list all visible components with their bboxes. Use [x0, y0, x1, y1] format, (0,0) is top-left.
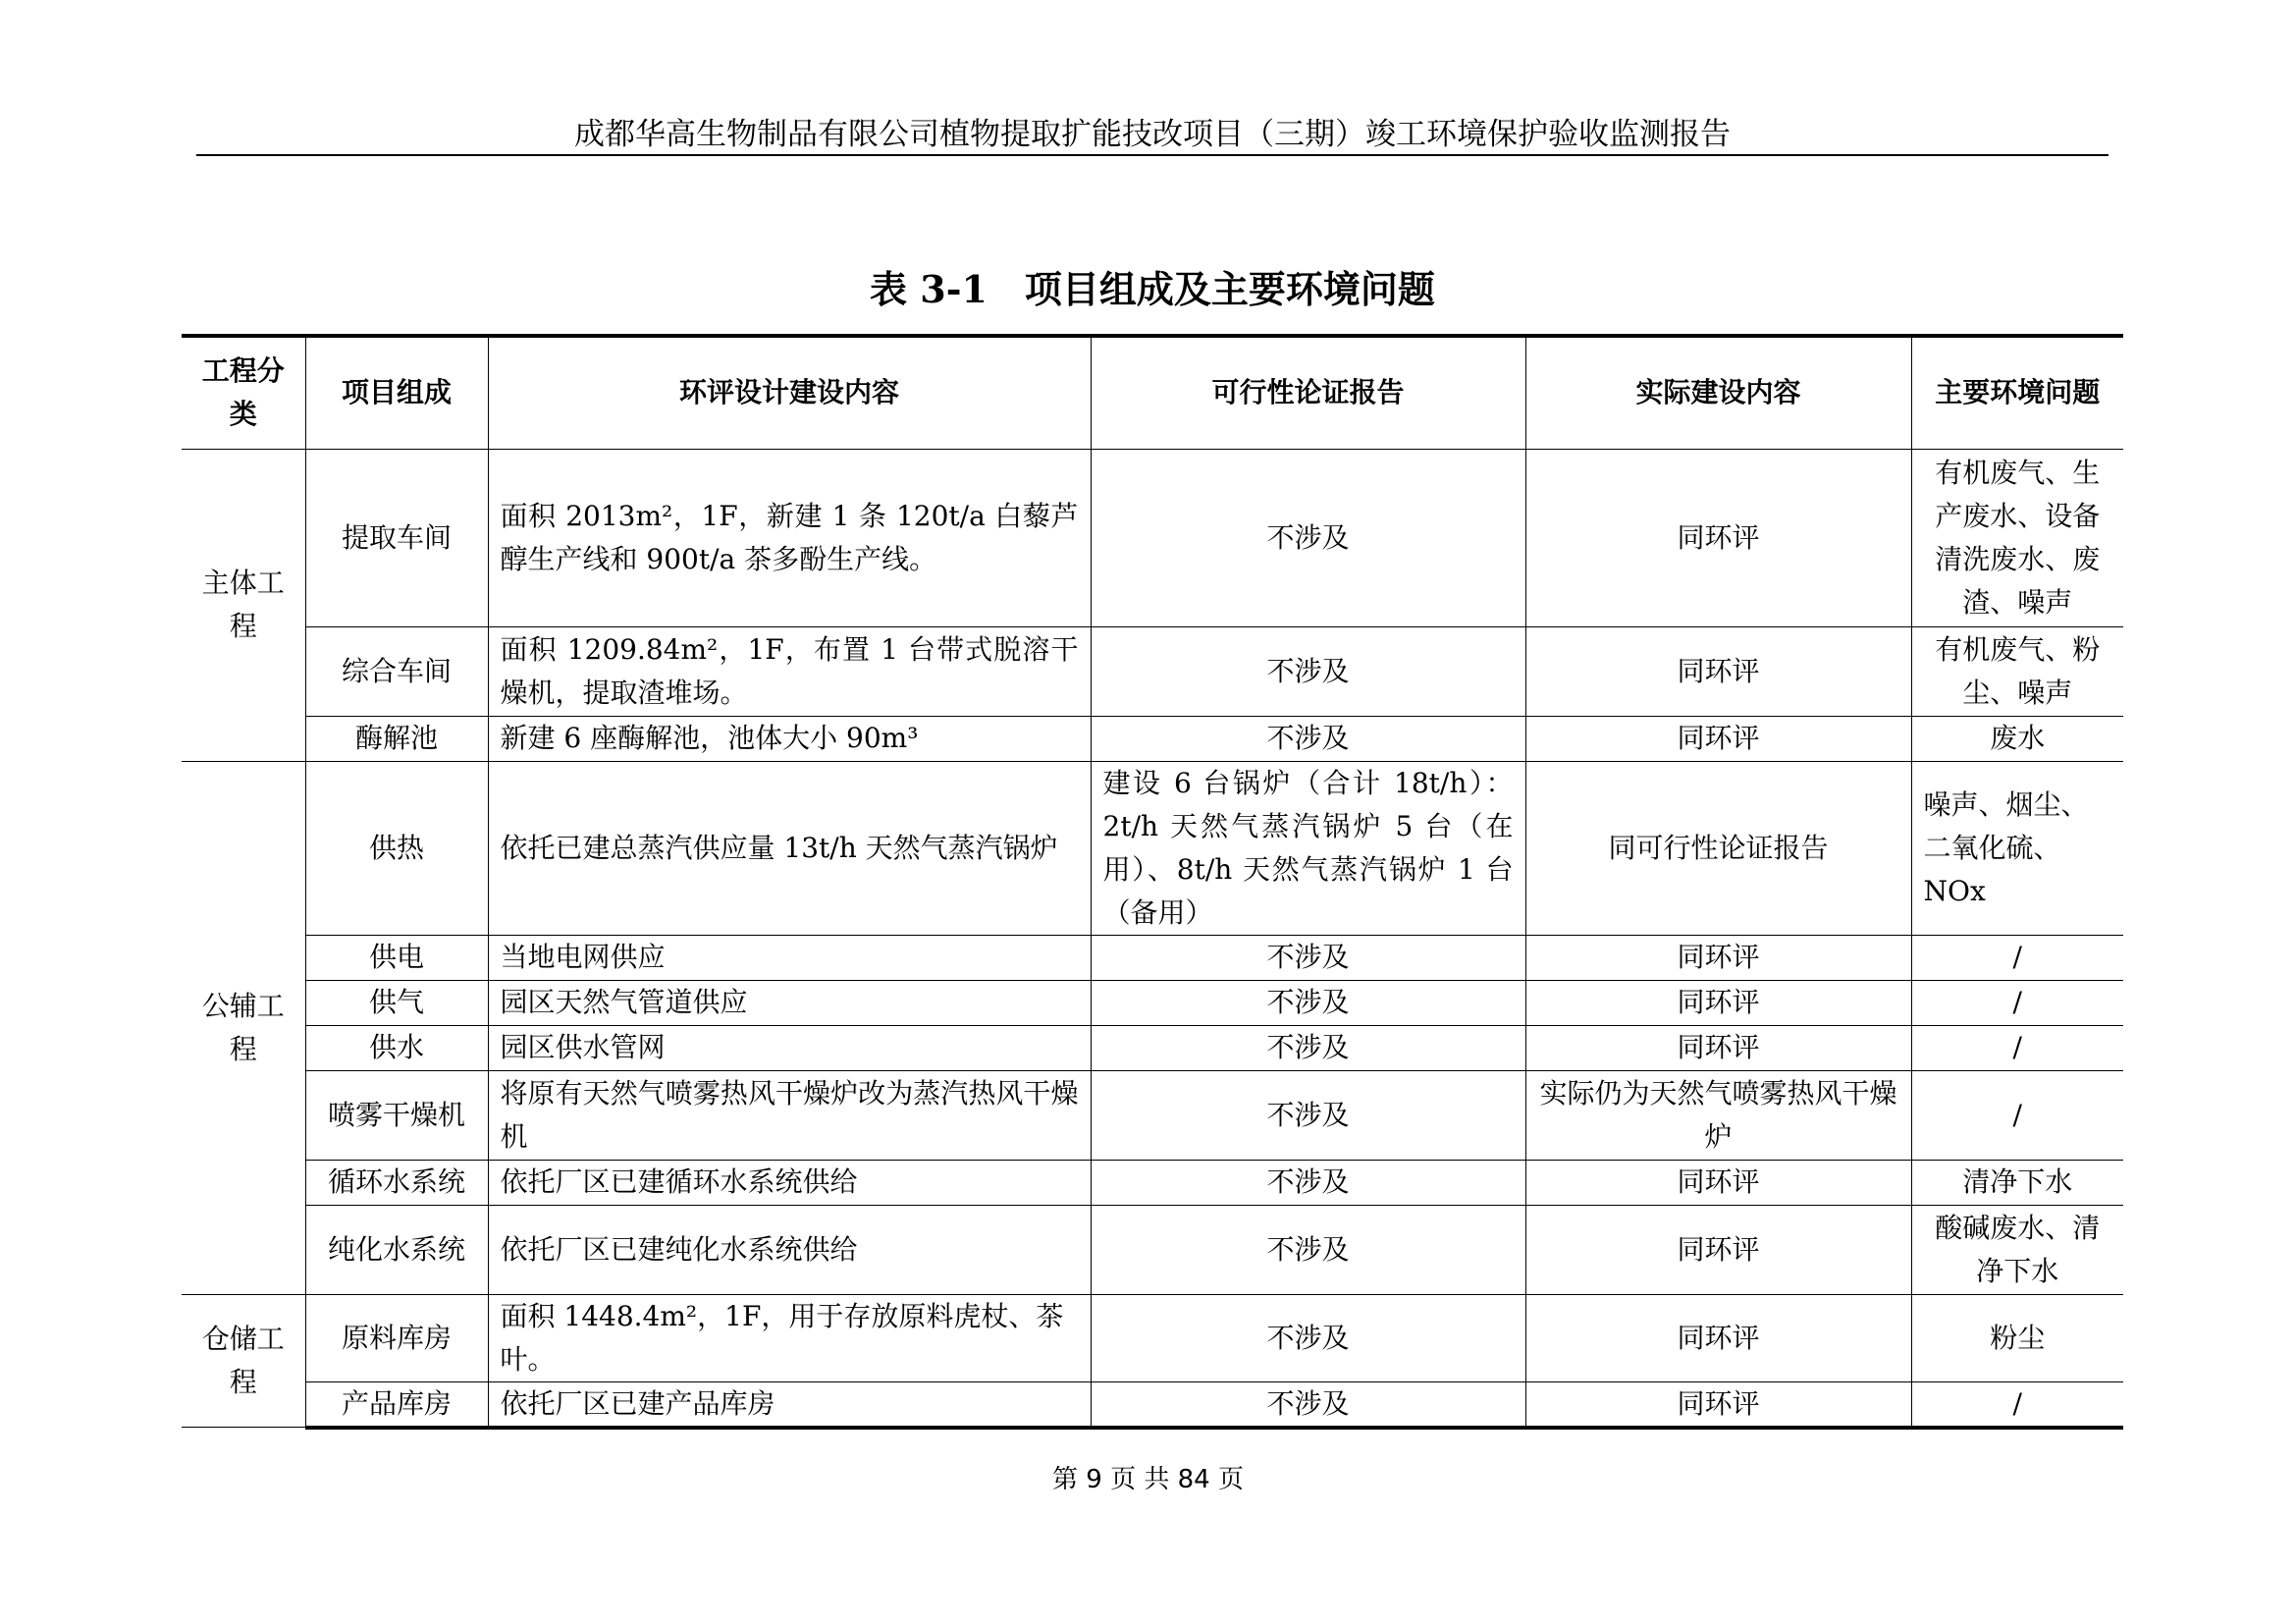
actual-cell: 同环评 — [1525, 1381, 1911, 1428]
feasibility-cell: 不涉及 — [1091, 935, 1525, 980]
eia-cell: 新建 6 座酶解池，池体大小 90m³ — [488, 716, 1091, 761]
issue-cell: 废水 — [1911, 716, 2123, 761]
table-row — [182, 761, 2123, 935]
item-cell: 供水 — [305, 1025, 488, 1070]
table-header-row — [182, 336, 2123, 449]
table-row — [182, 1294, 2123, 1381]
issue-cell: 有机废气、生产废水、设备清洗废水、废渣、噪声 — [1911, 449, 2123, 626]
item-cell: 综合车间 — [305, 626, 488, 716]
header-item: 项目组成 — [305, 336, 488, 449]
eia-cell: 园区天然气管道供应 — [488, 980, 1091, 1025]
feasibility-cell: 不涉及 — [1091, 626, 1525, 716]
eia-cell: 当地电网供应 — [488, 935, 1091, 980]
issue-cell: 噪声、烟尘、二氧化硫、NOx — [1911, 761, 2123, 935]
header-category: 工程分类 — [182, 336, 305, 449]
eia-cell: 将原有天然气喷雾热风干燥炉改为蒸汽热风干燥机 — [488, 1070, 1091, 1160]
issue-cell: 酸碱废水、清净下水 — [1911, 1205, 2123, 1294]
eia-cell: 面积 1448.4m²，1F，用于存放原料虎杖、茶叶。 — [488, 1294, 1091, 1381]
actual-cell: 同环评 — [1525, 626, 1911, 716]
report-header-title: 成都华高生物制品有限公司植物提取扩能技改项目（三期）竣工环境保护验收监测报告 — [574, 117, 1731, 152]
table-row — [182, 1381, 2123, 1428]
actual-cell: 同环评 — [1525, 1160, 1911, 1205]
eia-cell: 依托已建总蒸汽供应量 13t/h 天然气蒸汽锅炉 — [488, 761, 1091, 935]
feasibility-cell: 不涉及 — [1091, 1205, 1525, 1294]
item-cell: 喷雾干燥机 — [305, 1070, 488, 1160]
feasibility-cell: 不涉及 — [1091, 980, 1525, 1025]
item-cell: 供热 — [305, 761, 488, 935]
table-row — [182, 1070, 2123, 1160]
item-cell: 产品库房 — [305, 1381, 488, 1428]
item-cell: 供气 — [305, 980, 488, 1025]
eia-cell: 园区供水管网 — [488, 1025, 1091, 1070]
eia-cell: 面积 2013m²，1F，新建 1 条 120t/a 白藜芦醇生产线和 900t/a 茶多酚生产线。 — [488, 449, 1091, 626]
issue-cell: / — [1911, 935, 2123, 980]
actual-cell: 同可行性论证报告 — [1525, 761, 1911, 935]
header-feasibility: 可行性论证报告 — [1091, 336, 1525, 449]
issue-cell: / — [1911, 1070, 2123, 1160]
table-row — [182, 980, 2123, 1025]
actual-cell: 同环评 — [1525, 449, 1911, 626]
category-cell: 仓储工程 — [182, 1294, 305, 1428]
eia-cell: 依托厂区已建纯化水系统供给 — [488, 1205, 1091, 1294]
table-caption: 表 3-1 项目组成及主要环境问题 — [870, 267, 1435, 311]
eia-cell: 面积 1209.84m²，1F，布置 1 台带式脱溶干燥机，提取渣堆场。 — [488, 626, 1091, 716]
actual-cell: 同环评 — [1525, 1294, 1911, 1381]
actual-cell: 同环评 — [1525, 1025, 1911, 1070]
feasibility-cell: 不涉及 — [1091, 1381, 1525, 1428]
actual-cell: 实际仍为天然气喷雾热风干燥炉 — [1525, 1070, 1911, 1160]
item-cell: 纯化水系统 — [305, 1205, 488, 1294]
feasibility-cell: 不涉及 — [1091, 1160, 1525, 1205]
page-number: 第 9 页 共 84 页 — [1052, 1465, 1244, 1494]
issue-cell: / — [1911, 980, 2123, 1025]
actual-cell: 同环评 — [1525, 935, 1911, 980]
item-cell: 供电 — [305, 935, 488, 980]
actual-cell: 同环评 — [1525, 1205, 1911, 1294]
header-eia-content: 环评设计建设内容 — [488, 336, 1091, 449]
table-row — [182, 626, 2123, 716]
issue-cell: 有机废气、粉尘、噪声 — [1911, 626, 2123, 716]
header-divider — [196, 154, 2109, 156]
feasibility-cell: 不涉及 — [1091, 449, 1525, 626]
feasibility-cell: 不涉及 — [1091, 1025, 1525, 1070]
category-cell: 主体工程 — [182, 449, 305, 761]
category-cell: 公辅工程 — [182, 761, 305, 1294]
table-row — [182, 449, 2123, 626]
feasibility-cell: 建设 6 台锅炉（合计 18t/h）：2t/h 天然气蒸汽锅炉 5 台（在用）、8t/h 天然气蒸汽锅炉 1 台（备用） — [1091, 761, 1525, 935]
eia-cell: 依托厂区已建循环水系统供给 — [488, 1160, 1091, 1205]
issue-cell: / — [1911, 1381, 2123, 1428]
header-actual: 实际建设内容 — [1525, 336, 1911, 449]
feasibility-cell: 不涉及 — [1091, 1070, 1525, 1160]
actual-cell: 同环评 — [1525, 980, 1911, 1025]
issue-cell: 粉尘 — [1911, 1294, 2123, 1381]
table-row — [182, 1205, 2123, 1294]
table-row — [182, 1025, 2123, 1070]
header-env-issue: 主要环境问题 — [1911, 336, 2123, 449]
feasibility-cell: 不涉及 — [1091, 1294, 1525, 1381]
table-row — [182, 935, 2123, 980]
table-row — [182, 1160, 2123, 1205]
item-cell: 提取车间 — [305, 449, 488, 626]
project-composition-table — [182, 334, 2123, 1430]
item-cell: 酶解池 — [305, 716, 488, 761]
feasibility-cell: 不涉及 — [1091, 716, 1525, 761]
issue-cell: / — [1911, 1025, 2123, 1070]
item-cell: 原料库房 — [305, 1294, 488, 1381]
table-row — [182, 716, 2123, 761]
actual-cell: 同环评 — [1525, 716, 1911, 761]
issue-cell: 清净下水 — [1911, 1160, 2123, 1205]
eia-cell: 依托厂区已建产品库房 — [488, 1381, 1091, 1428]
item-cell: 循环水系统 — [305, 1160, 488, 1205]
